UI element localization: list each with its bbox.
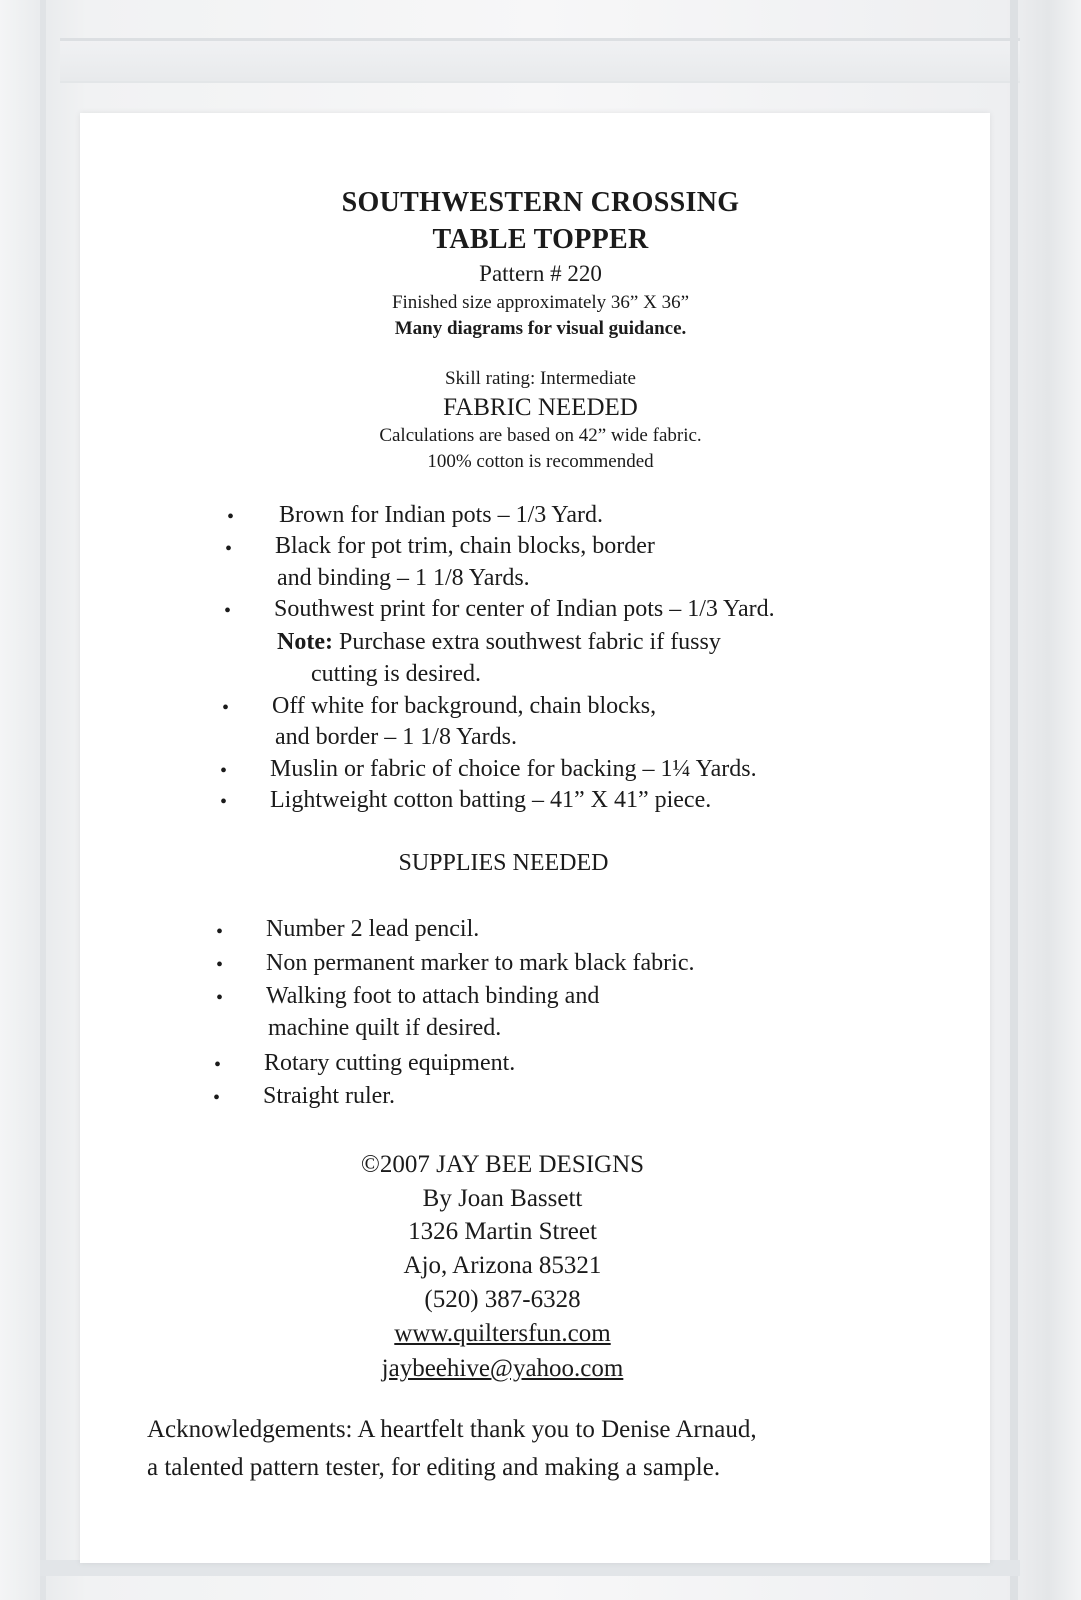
email-link[interactable]: jaybeehive@yahoo.com <box>381 1355 624 1382</box>
list-bullet: • <box>225 538 233 560</box>
note-label: Note: <box>277 629 333 655</box>
skill-rating: Skill rating: Intermediate <box>444 368 636 389</box>
diagrams-note: Many diagrams for visual guidance. <box>394 318 687 339</box>
calc-note: Calculations are based on 42” wide fabric. <box>379 425 702 446</box>
fabric-item-muslin: Muslin or fabric of choice for backing – 1¼ Yards. <box>270 756 757 782</box>
website-link[interactable]: www.quiltersfun.com <box>394 1320 611 1347</box>
fabric-item-brown: Brown for Indian pots – 1/3 Yard. <box>279 502 603 528</box>
copyright: ©2007 JAY BEE DESIGNS <box>360 1151 645 1178</box>
list-bullet: • <box>216 954 224 976</box>
acknowledgements-line-2: a talented pattern tester, for editing and making a sample. <box>147 1454 721 1481</box>
list-bullet: • <box>216 921 224 943</box>
cotton-note: 100% cotton is recommended <box>427 451 654 472</box>
list-bullet: • <box>216 987 224 1009</box>
phone-number: (520) 387-6328 <box>424 1286 581 1313</box>
list-bullet: • <box>214 1054 222 1076</box>
supply-item-ruler: Straight ruler. <box>263 1083 395 1109</box>
title-line-2: TABLE TOPPER <box>432 224 649 255</box>
note-text: Purchase extra southwest fabric if fussy <box>332 629 721 655</box>
fabric-item-batting: Lightweight cotton batting – 41” X 41” piece. <box>270 787 712 813</box>
list-bullet: • <box>213 1087 221 1109</box>
fabric-item-southwest-note <box>277 629 721 656</box>
finished-size: Finished size approximately 36” X 36” <box>391 292 690 313</box>
supply-item-walking-foot: Walking foot to attach binding and <box>266 983 600 1009</box>
fabric-item-black-line2: and binding – 1 1/8 Yards. <box>277 565 530 591</box>
fabric-item-southwest-note-line2: cutting is desired. <box>311 661 481 687</box>
pattern-number: Pattern # 220 <box>479 261 602 286</box>
street-address: 1326 Martin Street <box>408 1218 597 1245</box>
fabric-heading: FABRIC NEEDED <box>443 394 638 421</box>
fabric-item-southwest: Southwest print for center of Indian pots – 1/3 Yard. <box>274 596 775 622</box>
acknowledgements-line-1: Acknowledgements: A heartfelt thank you to Denise Arnaud, <box>147 1416 757 1443</box>
supply-item-rotary: Rotary cutting equipment. <box>264 1050 516 1076</box>
supplies-heading: SUPPLIES NEEDED <box>398 850 609 876</box>
list-bullet: • <box>220 791 228 813</box>
list-bullet: • <box>222 697 230 719</box>
author: By Joan Bassett <box>422 1185 583 1212</box>
supply-item-walking-foot-line2: machine quilt if desired. <box>268 1015 502 1041</box>
fabric-item-offwhite: Off white for background, chain blocks, <box>272 693 657 719</box>
title-line-1: SOUTHWESTERN CROSSING <box>341 187 740 218</box>
list-bullet: • <box>224 600 232 622</box>
supply-item-marker: Non permanent marker to mark black fabric. <box>266 950 695 976</box>
bag-zip-seal <box>60 38 1020 83</box>
fabric-item-black: Black for pot trim, chain blocks, border <box>275 533 655 559</box>
fabric-item-offwhite-line2: and border – 1 1/8 Yards. <box>275 724 517 750</box>
city-address: Ajo, Arizona 85321 <box>403 1252 602 1279</box>
list-bullet: • <box>220 760 228 782</box>
supply-item-pencil: Number 2 lead pencil. <box>266 916 480 942</box>
list-bullet: • <box>227 506 235 528</box>
